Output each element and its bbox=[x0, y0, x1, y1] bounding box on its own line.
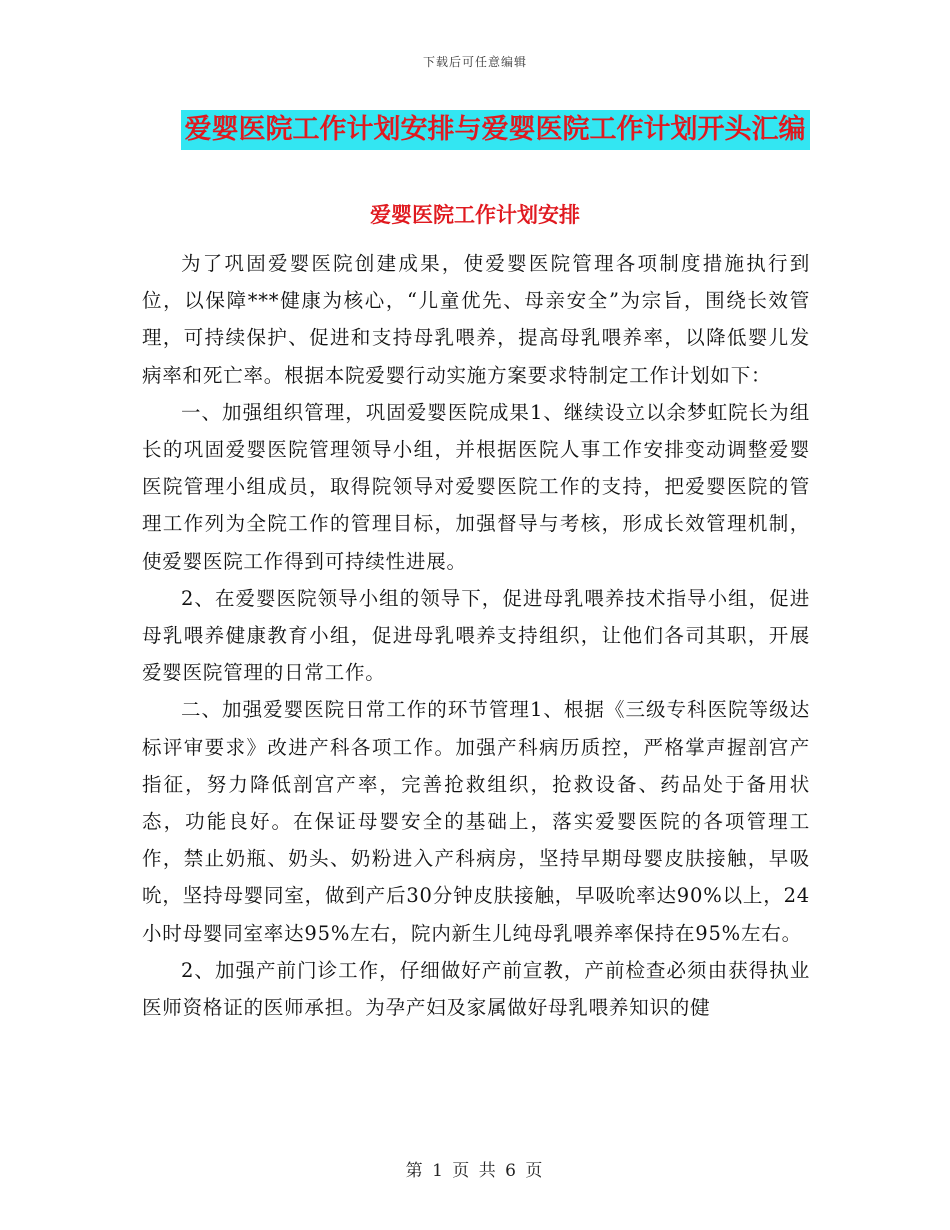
paragraph: 二、加强爱婴医院日常工作的环节管理1、根据《三级专科医院等级达标评审要求》改进产科各项工作。加强产科病历质控，严格掌声握剖宫产指征，努力降低剖宫产率，完善抢救组织，抢救设备、药品处于备用状态，功能良好。在保证母婴安全的基础上，落实爱婴医院的各项管理工作，禁止奶瓶、奶头、奶粉进入产科病房，坚持早期母婴皮肤接触，早吸吮，坚持母婴同室，做到产后30分钟皮肤接触，早吸吮率达90%以上，24小时母婴同室率达95%左右，院内新生儿纯母乳喂养率保持在95%左右。 bbox=[142, 698, 810, 945]
header-note: 下载后可任意编辑 bbox=[422, 55, 527, 69]
paragraph: 2、在爱婴医院领导小组的领导下，促进母乳喂养技术指导小组，促进母乳喂养健康教育小组，促进母乳喂养支持组织，让他们各司其职，开展爱婴医院管理的日常工作。 bbox=[142, 586, 810, 685]
page-number: 第 1 页 共 6 页 bbox=[405, 1161, 545, 1181]
document-title: 爱婴医院工作计划安排与爱婴医院工作计划开头汇编 bbox=[181, 110, 810, 150]
section-title: 爱婴医院工作计划安排 bbox=[370, 202, 580, 227]
paragraph: 为了巩固爱婴医院创建成果，使爱婴医院管理各项制度措施执行到位，以保障***健康为核心，“儿童优先、母亲安全”为宗旨，围绕长效管理，可持续保护、促进和支持母乳喂养，提高母乳喂养率，以降低婴儿发病率和死亡率。根据本院爱婴行动实施方案要求特制定工作计划如下： bbox=[142, 252, 810, 387]
document-body bbox=[142, 245, 810, 1026]
paragraph: 一、加强组织管理，巩固爱婴医院成果1、继续设立以余梦虹院长为组长的巩固爱婴医院管理领导小组，并根据医院人事工作安排变动调整爱婴医院管理小组成员，取得院领导对爱婴医院工作的支持，把爱婴医院的管理工作列为全院工作的管理目标，加强督导与考核，形成长效管理机制，使爱婴医院工作得到可持续性进展。 bbox=[142, 400, 810, 573]
paragraph: 2、加强产前门诊工作，仔细做好产前宣教，产前检查必须由获得执业医师资格证的医师承担。为孕产妇及家属做好母乳喂养知识的健 bbox=[142, 958, 810, 1020]
document-title-container bbox=[0, 110, 950, 150]
